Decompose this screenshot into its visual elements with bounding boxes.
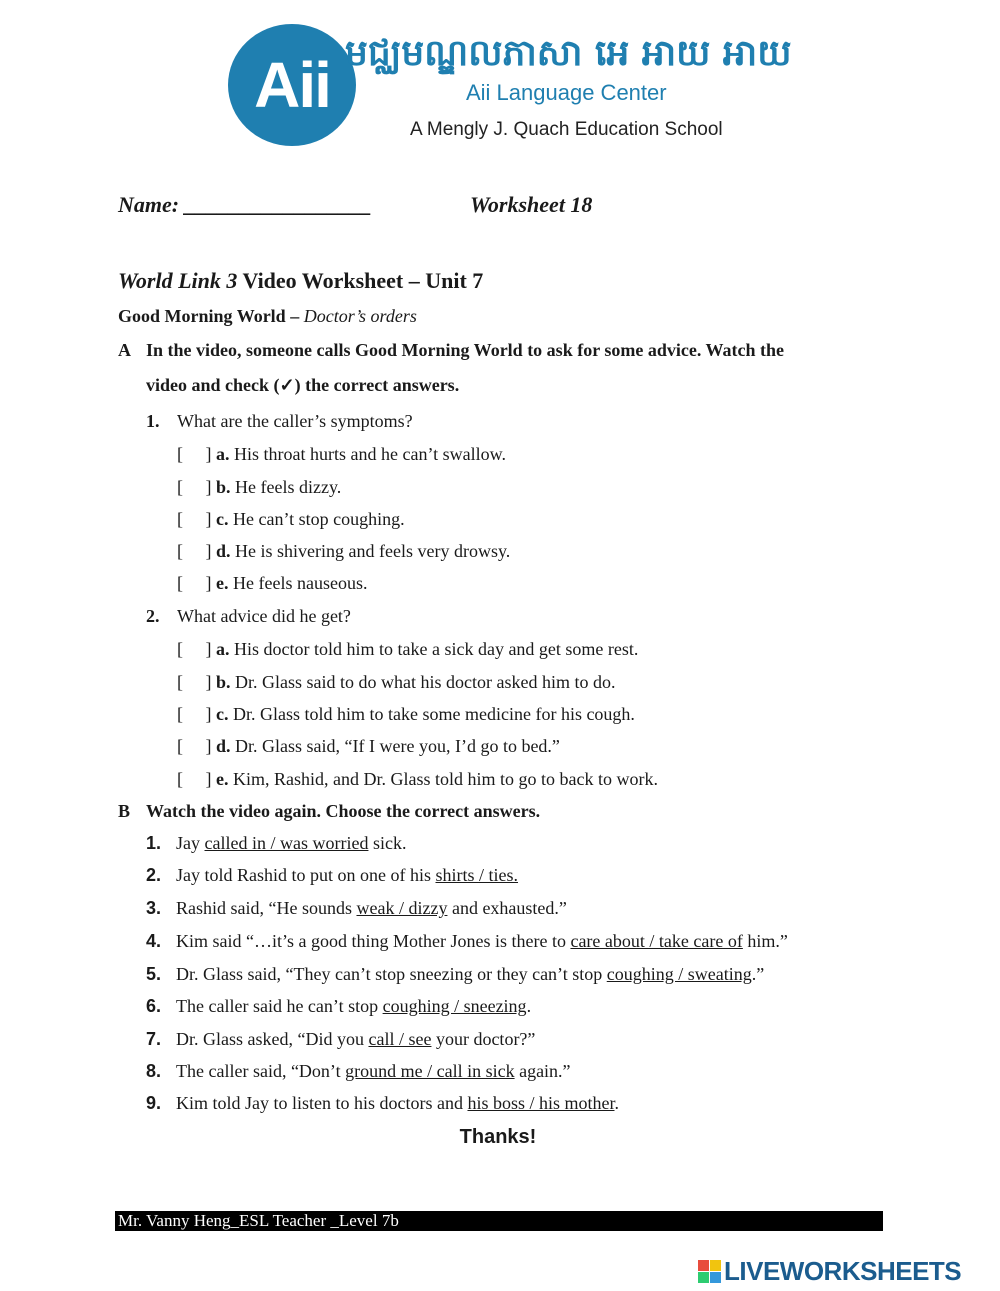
- b-item-2: [146, 865, 518, 886]
- item-post: .: [526, 996, 532, 1016]
- answer-choice[interactable]: weak / dizzy: [356, 898, 448, 918]
- item-pre: Kim said “…it’s a good thing Mother Jones is there to: [176, 931, 571, 951]
- option-letter: e.: [216, 573, 229, 593]
- option-text: He is shivering and feels very drowsy.: [230, 541, 511, 561]
- liveworksheets-watermark: [698, 1257, 961, 1285]
- option-letter: b.: [216, 477, 231, 497]
- answer-choice[interactable]: ground me / call in sick: [345, 1061, 515, 1081]
- unit-subtitle: Video Worksheet – Unit 7: [237, 268, 484, 293]
- b-item-7: [146, 1029, 535, 1050]
- logo-text: Aii: [254, 49, 330, 121]
- item-pre: The caller said, “Don’t: [176, 1061, 346, 1081]
- show-name: Good Morning World –: [118, 306, 304, 326]
- answer-choice[interactable]: called in / was worried: [204, 833, 369, 853]
- item-post: your doctor?”: [431, 1029, 536, 1049]
- answer-choice[interactable]: coughing / sneezing: [382, 996, 527, 1016]
- item-pre: Kim told Jay to listen to his doctors and: [176, 1093, 468, 1113]
- section-a-letter: A: [118, 340, 131, 360]
- section-b-letter: B: [118, 801, 131, 821]
- item-post: and exhausted.”: [447, 898, 567, 918]
- section-a-instruction-line1: In the video, someone calls Good Morning World to ask for some advice. Watch the: [146, 340, 785, 360]
- option-letter: e.: [216, 769, 229, 789]
- checkbox[interactable]: [ ]: [177, 672, 212, 692]
- q1-option-c[interactable]: [177, 509, 405, 530]
- item-number: 9.: [146, 1093, 162, 1113]
- item-pre: The caller said he can’t stop: [176, 996, 383, 1016]
- checkbox[interactable]: [ ]: [177, 736, 212, 756]
- checkbox[interactable]: [ ]: [177, 639, 212, 659]
- khmer-school-name: មជ្ឈមណ្ឌលភាសា អេ អាយ អាយ: [345, 33, 792, 74]
- item-post: sick.: [368, 833, 407, 853]
- thanks-text: Thanks!: [459, 1126, 537, 1148]
- section-a-instruction-line2: video and check (✓) the correct answers.: [146, 375, 460, 395]
- checkbox[interactable]: [ ]: [177, 444, 212, 464]
- answer-choice[interactable]: coughing / sweating: [606, 964, 752, 984]
- name-field: Name: _________________: [118, 192, 372, 217]
- item-post: .”: [751, 964, 765, 984]
- segment-title: [118, 306, 417, 327]
- q1-option-b[interactable]: [177, 477, 341, 498]
- answer-choice[interactable]: shirts / ties.: [435, 865, 519, 885]
- q1-option-a[interactable]: [177, 444, 506, 465]
- item-number: 5.: [146, 964, 162, 984]
- option-letter: c.: [216, 704, 229, 724]
- option-text: His doctor told him to take a sick day and get some rest.: [229, 639, 639, 659]
- liveworksheets-text: LIVEWORKSHEETS: [724, 1255, 962, 1286]
- q1-option-d[interactable]: [177, 541, 510, 562]
- checkbox[interactable]: [ ]: [177, 769, 212, 789]
- b-item-9: [146, 1093, 619, 1114]
- item-post: .: [614, 1093, 619, 1113]
- answer-choice[interactable]: his boss / his mother: [467, 1093, 615, 1113]
- item-number: 1.: [146, 833, 162, 853]
- checkbox[interactable]: [ ]: [177, 477, 212, 497]
- book-title: World Link 3: [118, 268, 238, 293]
- option-text: Kim, Rashid, and Dr. Glass told him to go to back to work.: [228, 769, 658, 789]
- answer-choice[interactable]: call / see: [368, 1029, 432, 1049]
- item-pre: Jay told Rashid to put on one of his: [176, 865, 436, 885]
- option-text: Dr. Glass told him to take some medicine for his cough.: [228, 704, 635, 724]
- b-item-8: [146, 1061, 571, 1082]
- q2-option-c[interactable]: [177, 704, 635, 725]
- q2-option-e[interactable]: [177, 769, 658, 790]
- option-letter: a.: [216, 444, 230, 464]
- checkbox[interactable]: [ ]: [177, 509, 212, 529]
- option-letter: a.: [216, 639, 230, 659]
- worksheet-number: Worksheet 18: [470, 192, 593, 217]
- q2-option-d[interactable]: [177, 736, 560, 757]
- item-post: him.”: [742, 931, 788, 951]
- b-item-1: [146, 833, 406, 854]
- item-pre: Dr. Glass said, “They can’t stop sneezing or they can’t stop: [176, 964, 607, 984]
- option-text: Dr. Glass said to do what his doctor asked him to do.: [230, 672, 616, 692]
- item-number: 6.: [146, 996, 162, 1016]
- item-number: 2.: [146, 865, 162, 885]
- option-letter: c.: [216, 509, 229, 529]
- center-name: Aii Language Center: [466, 80, 667, 105]
- item-post: again.”: [514, 1061, 571, 1081]
- episode-name: Doctor’s orders: [303, 306, 417, 326]
- liveworksheets-logo-icon: [698, 1260, 721, 1283]
- aii-logo: [228, 24, 356, 146]
- b-item-4: [146, 931, 788, 952]
- b-item-3: [146, 898, 567, 919]
- question-1-text: What are the caller’s symptoms?: [177, 411, 413, 431]
- question-1-number: 1.: [146, 411, 160, 431]
- q2-option-b[interactable]: [177, 672, 615, 693]
- item-pre: Dr. Glass asked, “Did you: [176, 1029, 369, 1049]
- checkbox[interactable]: [ ]: [177, 573, 212, 593]
- footer-bar: Mr. Vanny Heng_ESL Teacher _Level 7b: [115, 1211, 883, 1231]
- option-letter: d.: [216, 541, 231, 561]
- question-2-number: 2.: [146, 606, 160, 626]
- item-number: 8.: [146, 1061, 162, 1081]
- school-subtitle: A Mengly J. Quach Education School: [410, 119, 723, 140]
- option-text: He can’t stop coughing.: [228, 509, 405, 529]
- q2-option-a[interactable]: [177, 639, 638, 660]
- option-letter: b.: [216, 672, 231, 692]
- option-text: He feels dizzy.: [230, 477, 342, 497]
- checkbox[interactable]: [ ]: [177, 541, 212, 561]
- unit-title: [118, 268, 483, 294]
- item-pre: Rashid said, “He sounds: [176, 898, 357, 918]
- option-text: Dr. Glass said, “If I were you, I’d go to bed.”: [230, 736, 560, 756]
- b-item-6: [146, 996, 531, 1017]
- item-pre: Jay: [176, 833, 205, 853]
- q1-option-e[interactable]: [177, 573, 367, 594]
- b-item-5: [146, 964, 764, 985]
- checkbox[interactable]: [ ]: [177, 704, 212, 724]
- item-number: 7.: [146, 1029, 162, 1049]
- answer-choice[interactable]: care about / take care of: [570, 931, 743, 951]
- item-number: 4.: [146, 931, 162, 951]
- option-text: He feels nauseous.: [228, 573, 368, 593]
- question-2-text: What advice did he get?: [177, 606, 351, 626]
- option-letter: d.: [216, 736, 231, 756]
- section-b-instruction: Watch the video again. Choose the correct answers.: [146, 801, 541, 821]
- item-number: 3.: [146, 898, 162, 918]
- option-text: His throat hurts and he can’t swallow.: [229, 444, 506, 464]
